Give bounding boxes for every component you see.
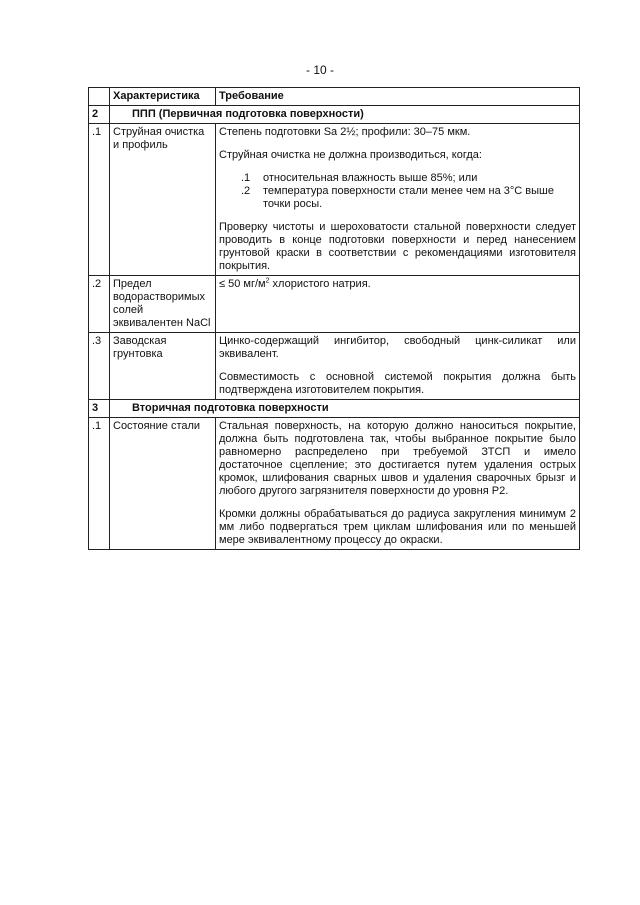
requirements-table bbox=[88, 87, 580, 550]
characteristic-cell: Состояние стали bbox=[110, 418, 216, 550]
salt-limit-tail: хлористого натрия. bbox=[269, 278, 371, 290]
section-number: 3 bbox=[89, 400, 110, 418]
characteristic-cell: Заводская грунтовка bbox=[110, 333, 216, 400]
section-title: Вторичная подготовка поверхности bbox=[110, 400, 580, 418]
unit-exponent: 2 bbox=[265, 277, 270, 285]
list-item-text: относительная влажность выше 85%; или bbox=[263, 172, 478, 184]
table-row bbox=[89, 276, 580, 333]
requirement-cell bbox=[216, 124, 580, 276]
page-number: - 10 - bbox=[305, 63, 334, 77]
section-row-2 bbox=[89, 106, 580, 124]
row-number: .3 bbox=[89, 333, 110, 400]
requirement-text: Струйная очистка не должна производиться, когда: bbox=[219, 149, 482, 161]
requirement-text: Кромки должны обрабатываться до радиуса закругления минимум 2 мм либо подвергаться трем циклам шлифования или по меньшей мере эквивалентному процессу до окраски. bbox=[219, 508, 576, 546]
requirement-text: Совместимость с основной системой покрытия должна быть подтверждена изготовителем покрытия. bbox=[219, 371, 576, 396]
header-requirement: Требование bbox=[216, 88, 580, 106]
requirement-text: Стальная поверхность, на которую должно наноситься покрытие, должна быть подготовлена так, чтобы выбранное покрытие было равномерно распределено при требуемой ЗТСП и имело достаточное сцепление; это достигается путем удаления острых кромок, шлифования сварных швов и удаления сварочных брызг и любого другого загрязнителя поверхности до уровня Р2. bbox=[219, 420, 576, 497]
row-number: .2 bbox=[89, 276, 110, 333]
characteristic-cell: Предел водорастворимых солей эквивалентен NaCl bbox=[110, 276, 216, 333]
list-item bbox=[241, 172, 576, 185]
table-row bbox=[89, 124, 580, 276]
row-number: .1 bbox=[89, 418, 110, 550]
requirement-text: Проверку чистоты и шероховатости стальной поверхности следует проводить в конце подготовки поверхности и перед нанесением грунтовой краски в соответствии с рекомендациями изготовителя покрытия. bbox=[219, 221, 576, 272]
section-number: 2 bbox=[89, 106, 110, 124]
requirement-text: Цинко-содержащий ингибитор, свободный цинк-силикат или эквивалент. bbox=[219, 335, 576, 360]
header-row bbox=[89, 88, 580, 106]
table-row bbox=[89, 333, 580, 400]
list-item bbox=[241, 185, 576, 211]
requirement-cell bbox=[216, 276, 580, 333]
condition-list bbox=[241, 172, 576, 211]
requirement-text: Степень подготовки Sa 2½; профили: 30–75 мкм. bbox=[219, 126, 471, 138]
requirement-cell bbox=[216, 333, 580, 400]
requirement-text bbox=[219, 278, 576, 291]
header-characteristic: Характеристика bbox=[110, 88, 216, 106]
table-row bbox=[89, 418, 580, 550]
requirement-cell bbox=[216, 418, 580, 550]
section-title: ППП (Первичная подготовка поверхности) bbox=[110, 106, 580, 124]
salt-limit-value: ≤ 50 мг/м bbox=[219, 278, 266, 290]
list-item-number: .2 bbox=[241, 185, 251, 197]
row-number: .1 bbox=[89, 124, 110, 276]
list-item-number: .1 bbox=[241, 172, 251, 184]
list-item-text: температура поверхности стали менее чем на 3°C выше точки росы. bbox=[263, 185, 554, 210]
header-num bbox=[89, 88, 110, 106]
characteristic-cell: Струйная очистка и профиль bbox=[110, 124, 216, 276]
section-row-3 bbox=[89, 400, 580, 418]
